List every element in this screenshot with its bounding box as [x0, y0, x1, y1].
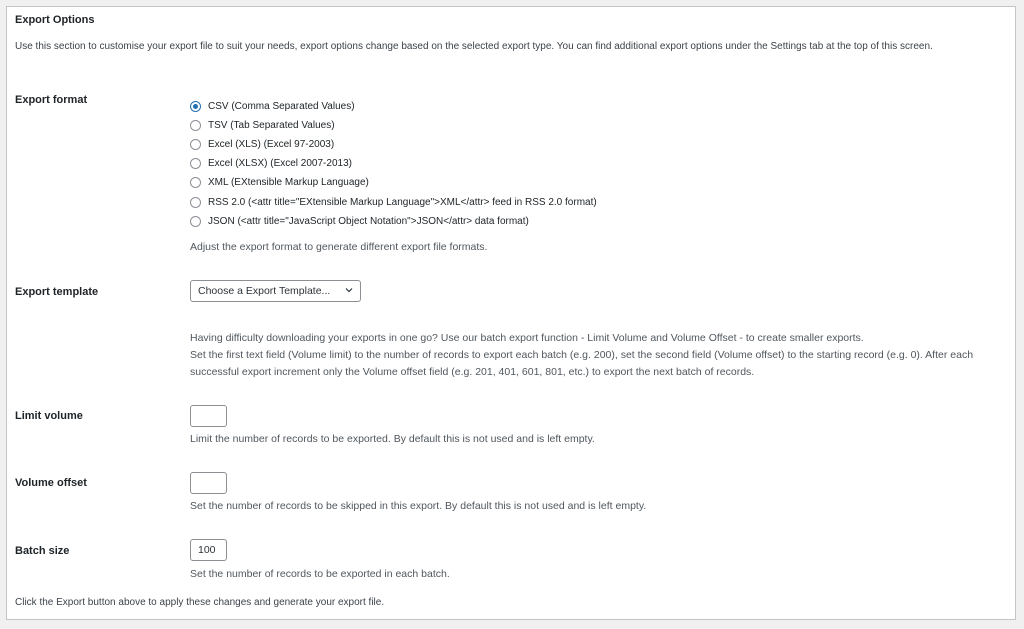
chevron-down-icon	[344, 285, 354, 295]
batch-export-help-line-2: Set the first text field (Volume limit) to the number of records to export each batch (e.g. 200), set the second field (Volume offset) to the starting record (e.g. 0). After each successful export increment only the Volume offset field (e.g. 201, 401, 601, 801, etc.) to export the next batch of records.	[190, 349, 974, 378]
radio-option-xlsx[interactable]	[190, 155, 352, 171]
footer-note: Click the Export button above to apply these changes and generate your export file.	[15, 597, 385, 608]
radio-option-json[interactable]	[190, 213, 529, 229]
radio-tsv[interactable]	[190, 120, 201, 131]
export-format-label: Export format	[15, 94, 88, 106]
export-template-label: Export template	[15, 286, 99, 298]
batch-size-description: Set the number of records to be exported in each batch.	[190, 568, 450, 580]
radio-option-tsv[interactable]	[190, 117, 335, 133]
radio-label-rss: RSS 2.0 (<attr title="EXtensible Markup Language">XML</attr> feed in RSS 2.0 format)	[208, 196, 597, 208]
radio-label-xls: Excel (XLS) (Excel 97-2003)	[208, 138, 335, 150]
batch-size-label: Batch size	[15, 545, 70, 557]
batch-export-help-line-1: Having difficulty downloading your exports in one go? Use our batch export function - Limit Volume and Volume Offset - to create smaller exports.	[190, 332, 864, 344]
batch-export-help	[190, 330, 1005, 381]
radio-label-json: JSON (<attr title="JavaScript Object Notation">JSON</attr> data format)	[208, 215, 529, 227]
radio-option-rss[interactable]	[190, 194, 597, 210]
volume-offset-input[interactable]	[190, 472, 227, 494]
section-title: Export Options	[15, 14, 95, 26]
export-format-description: Adjust the export format to generate different export file formats.	[190, 241, 488, 253]
export-template-select[interactable]	[190, 280, 361, 302]
limit-volume-label: Limit volume	[15, 410, 83, 422]
radio-xml[interactable]	[190, 177, 201, 188]
radio-xlsx[interactable]	[190, 158, 201, 169]
export-options-panel	[6, 6, 1016, 620]
radio-csv[interactable]	[190, 101, 201, 112]
radio-label-csv: CSV (Comma Separated Values)	[208, 100, 355, 112]
radio-option-csv[interactable]	[190, 98, 355, 114]
radio-label-tsv: TSV (Tab Separated Values)	[208, 119, 335, 131]
radio-option-xml[interactable]	[190, 174, 369, 190]
export-template-select-value: Choose a Export Template...	[198, 285, 331, 297]
radio-xls[interactable]	[190, 139, 201, 150]
section-intro: Use this section to customise your export file to suit your needs, export options change based on the selected export type. You can find additional export options under the Settings tab at the top of this screen.	[15, 41, 933, 52]
radio-json[interactable]	[190, 216, 201, 227]
volume-offset-label: Volume offset	[15, 477, 87, 489]
radio-label-xlsx: Excel (XLSX) (Excel 2007-2013)	[208, 157, 352, 169]
batch-size-input[interactable]: 100	[190, 539, 227, 561]
limit-volume-input[interactable]	[190, 405, 227, 427]
radio-rss[interactable]	[190, 197, 201, 208]
radio-option-xls[interactable]	[190, 136, 334, 152]
radio-label-xml: XML (EXtensible Markup Language)	[208, 176, 369, 188]
volume-offset-description: Set the number of records to be skipped in this export. By default this is not used and is left empty.	[190, 500, 647, 512]
limit-volume-description: Limit the number of records to be exported. By default this is not used and is left empty.	[190, 433, 595, 445]
